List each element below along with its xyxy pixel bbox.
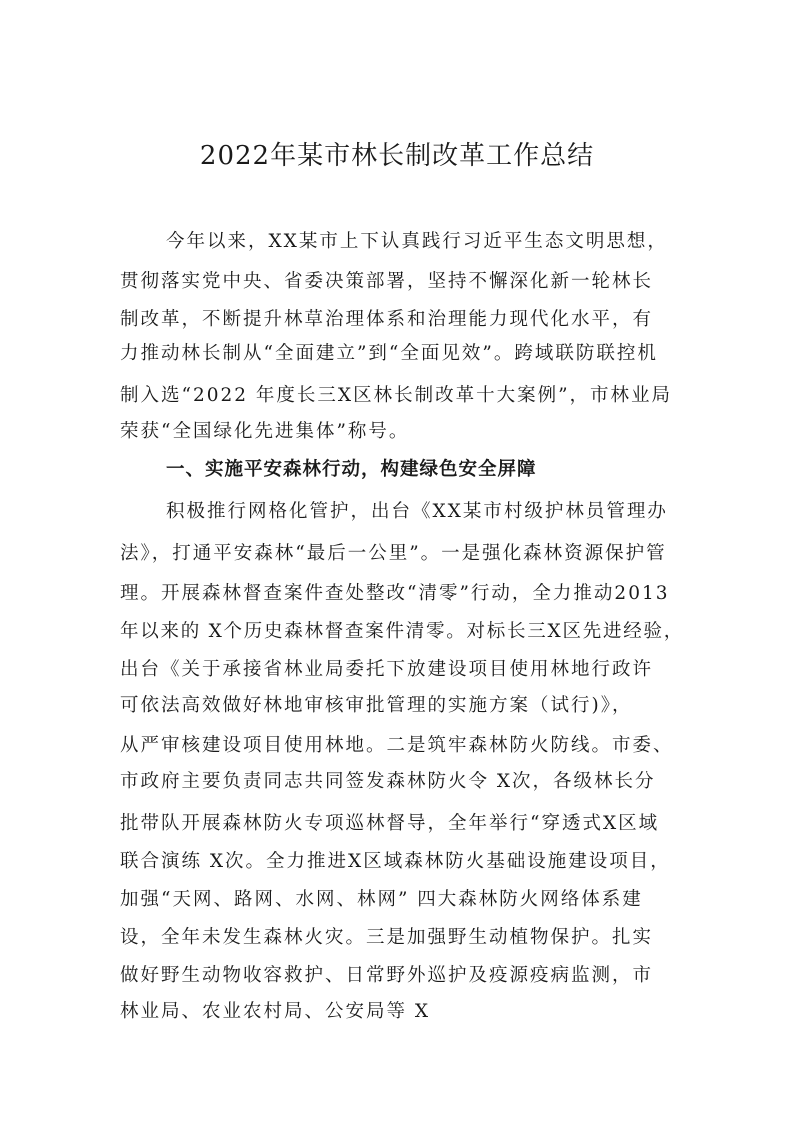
paragraph-line: 联合演练 X次。全力推进X区域森林防火基础设施建设项目， [120,851,671,872]
paragraph-line: 制入选“2022 年度长三X区林长制改革十大案例”，市林业局 [120,385,673,406]
paragraph-line: 设，全年未发生森林火灾。三是加强野生动植物保护。扎实 [120,927,654,948]
paragraph-line: 积极推行网格化管护，出台《XX某市村级护林员管理办 [166,501,668,522]
paragraph-line: 力推动林长制从“全面建立”到“全面见效”。跨域联防联控机 [120,343,658,364]
paragraph-line: 出台《关于承接省林业局委托下放建设项目使用林地行政许 [120,659,654,680]
paragraph-line: 可依法高效做好林地审核审批管理的实施方案（试行)》， [120,695,633,716]
paragraph-line: 法》，打通平安森林“最后一公里”。一是强化森林资源保护管 [120,543,667,564]
paragraph-line: 批带队开展森林防火专项巡林督导，全年举行“穿透式X区域 [120,813,660,834]
page-title: 2022年某市林长制改革工作总结 [199,141,595,171]
paragraph-line: 加强“天网、路网、水网、林网” 四大森林防火网络体系建 [120,889,643,910]
paragraph-line: 做好野生动物收容救护、日常野外巡护及疫源疫病监测，市 [120,965,654,986]
paragraph-line: 市政府主要负责同志共同签发森林防火令 X次，各级林长分 [120,771,656,792]
section-heading: 一、实施平安森林行动，构建绿色安全屏障 [166,459,537,480]
paragraph-line: 今年以来，XX某市上下认真践行习近平生态文明思想， [166,231,668,252]
paragraph-line: 荣获“全国绿化先进集体”称号。 [120,421,410,442]
paragraph-line: 制改革，不断提升林草治理体系和治理能力现代化水平，有 [120,309,654,330]
paragraph-line: 年以来的 X个历史森林督查案件清零。对标长三X区先进经验， [120,621,684,642]
paragraph-line: 理。开展森林督查案件查处整改“清零”行动，全力推动2013 [120,583,670,604]
paragraph-line: 林业局、农业农村局、公安局等 X [120,1001,431,1022]
paragraph-line: 从严审核建设项目使用林地。二是筑牢森林防火防线。市委、 [120,735,674,756]
paragraph-line: 贯彻落实党中央、省委决策部署，坚持不懈深化新一轮林长 [120,271,654,292]
